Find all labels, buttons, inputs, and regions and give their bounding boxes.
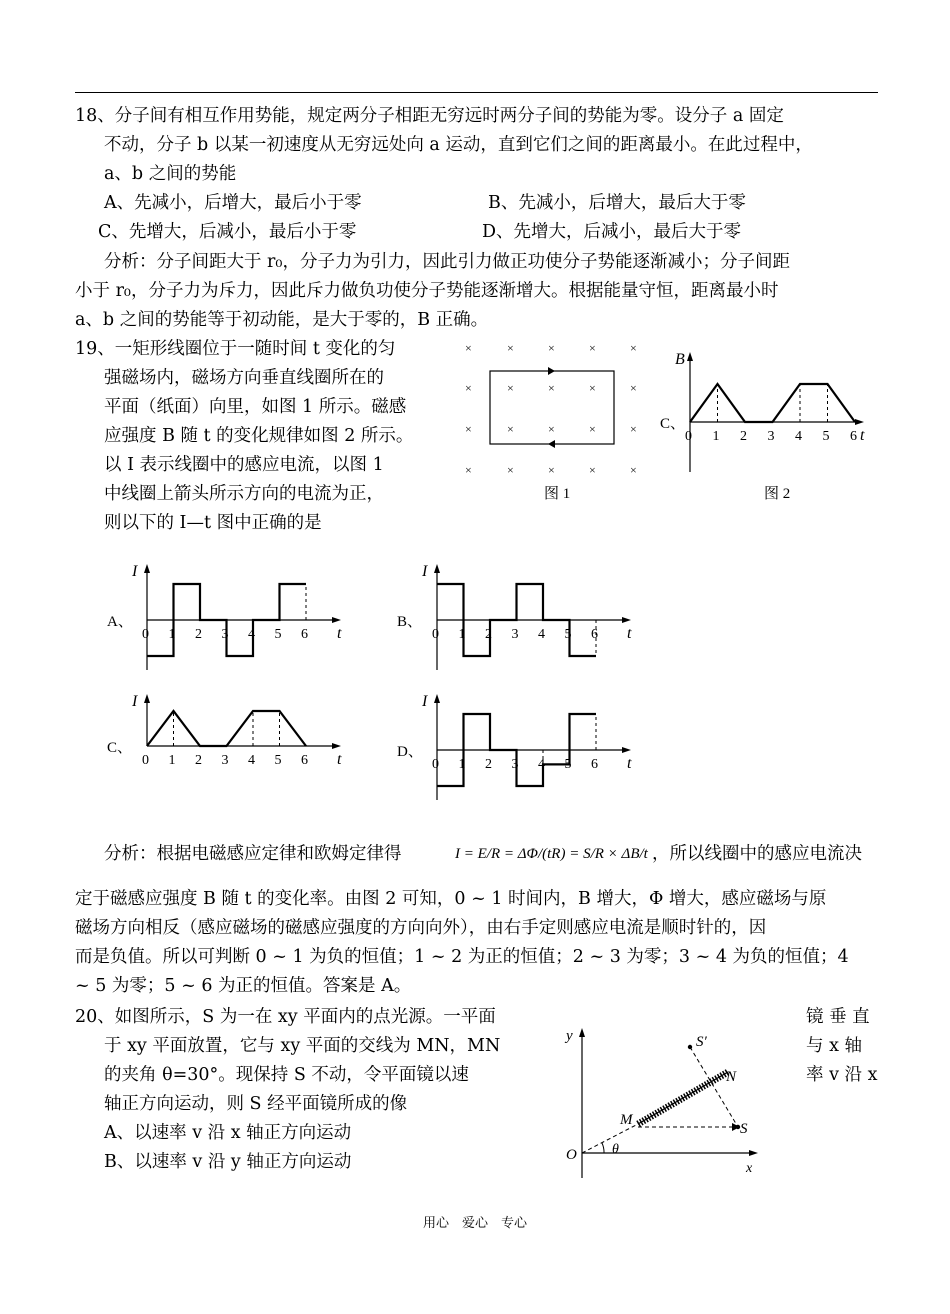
image-point-s-prime (688, 1045, 692, 1049)
tick-label-6: 6 (301, 627, 308, 642)
svg-text:×: × (507, 341, 514, 355)
tick-label-4: 4 (248, 753, 255, 768)
theta-arc (602, 1143, 604, 1153)
tick-label-6: 6 (301, 753, 308, 768)
tick-label-0: 0 (432, 627, 439, 642)
time-axis-arrow-icon (622, 747, 631, 753)
vertical-axis-arrow-icon (144, 564, 150, 573)
s-label: S (740, 1121, 748, 1137)
svg-text:×: × (630, 463, 637, 477)
q18-option-d: D、先增大，后减小，最后大于零 (482, 222, 742, 242)
q19-analysis-line-5: ~ 5 为零；5 ~ 6 为正的恒值。答案是 A。 (75, 976, 412, 996)
svg-text:×: × (589, 422, 596, 436)
figure-2-b-t-graph (660, 340, 880, 510)
q20-stem-line-2: 于 xy 平面放置，它与 xy 平面的交线为 MN，MN (104, 1036, 501, 1056)
q20-stem-right-3: 率 v 沿 x (806, 1065, 878, 1085)
option-b-graph (395, 550, 645, 680)
q18-stem-line-2: 不动，分子 b 以某一初速度从无穷远处向 a 运动，直到它们之间的距离最小。在此过程中， (104, 135, 813, 155)
q18-analysis-line-3: a、b 之间的势能等于初动能，是大于零的，B 正确。 (75, 310, 489, 330)
time-axis-arrow-icon (332, 743, 341, 749)
svg-text:×: × (548, 381, 555, 395)
q19-stem-line-7: 则以下的 I—t 图中正确的是 (104, 513, 322, 533)
q20-option-b: B、以速率 v 沿 y 轴正方向运动 (104, 1152, 352, 1172)
tick-label-3: 3 (767, 429, 775, 444)
q18-option-a: A、先减小，后增大，最后小于零 (104, 193, 362, 213)
svg-text:×: × (589, 381, 596, 395)
svg-text:×: × (589, 341, 596, 355)
vertical-axis-arrow-icon (687, 352, 693, 361)
tick-label-6: 6 (591, 757, 598, 772)
q19-analysis-line-3: 磁场方向相反（感应磁场的磁感应强度的方向向外），由右手定则感应电流是顺时针的，因 (75, 918, 767, 938)
field-crosses (465, 341, 637, 477)
page-footer: 用心 爱心 专心 (422, 1216, 527, 1231)
m-label: M (620, 1112, 633, 1128)
q20-option-a: A、以速率 v 沿 x 轴正方向运动 (104, 1123, 352, 1143)
time-axis-arrow-icon (622, 617, 631, 623)
q18-option-c: C、先增大，后减小，最后小于零 (98, 222, 357, 242)
svg-text:×: × (548, 341, 555, 355)
option-d-graph (395, 680, 645, 810)
time-axis-label: t (627, 625, 632, 642)
svg-text:×: × (548, 422, 555, 436)
svg-text:×: × (507, 381, 514, 395)
tick-label-1: 1 (168, 753, 176, 768)
tick-label-2: 2 (740, 429, 747, 444)
q19-stem-line-6: 中线圈上箭头所示方向的电流为正， (104, 484, 384, 504)
tick-label-1: 1 (712, 429, 720, 444)
s-prime-label: S′ (696, 1034, 707, 1050)
figure-1-caption: 图 1 (544, 486, 571, 502)
q20-stem-line-4: 轴正方向运动，则 S 经平面镜所成的像 (104, 1094, 408, 1114)
vertical-axis-arrow-icon (434, 564, 440, 573)
q20-stem-right-1: 镜 垂 直 (806, 1007, 870, 1027)
q19-stem-line-4: 应强度 B 随 t 的变化规律如图 2 所示。 (104, 426, 414, 446)
tick-label-6: 6 (591, 627, 598, 642)
tick-label-0: 0 (142, 753, 149, 768)
tick-label-5: 5 (274, 753, 282, 768)
tick-label-6: 6 (850, 429, 857, 444)
vertical-axis-label: I (132, 563, 138, 580)
y-axis-label: y (566, 1028, 573, 1044)
vertical-axis-arrow-icon (144, 694, 150, 703)
vertical-axis-arrow-icon (434, 694, 440, 703)
option-a-graph (105, 550, 355, 680)
tick-label-5: 5 (822, 429, 830, 444)
svg-text:×: × (630, 381, 637, 395)
svg-text:×: × (507, 422, 514, 436)
tick-label-4: 4 (538, 757, 545, 772)
q20-mirror-diagram (560, 1020, 775, 1195)
option-label: C、 (107, 740, 133, 756)
q18-stem-line-3: a、b 之间的势能 (104, 164, 237, 184)
theta-label: θ (612, 1142, 619, 1157)
svg-text:×: × (465, 422, 472, 436)
coil-arrow-bottom-icon (548, 440, 555, 448)
m-to-s-arrow-icon (732, 1123, 740, 1131)
tick-label-0: 0 (142, 627, 149, 642)
q20-stem-line-1: 20、如图所示，S 为一在 xy 平面内的点光源。一平面 (75, 1007, 496, 1027)
svg-text:×: × (630, 422, 637, 436)
tick-label-1: 1 (168, 627, 176, 642)
figure-2-caption: 图 2 (764, 486, 791, 502)
tick-label-4: 4 (538, 627, 545, 642)
q19-stem-line-5: 以 I 表示线圈中的感应电流，以图 1 (104, 455, 384, 475)
time-axis-label: t (627, 755, 632, 772)
q19-analysis-tail: ，所以线圈中的感应电流决 (652, 844, 862, 864)
data-series-line (690, 384, 855, 422)
svg-text:×: × (465, 463, 472, 477)
figure-1-coil-diagram (455, 335, 655, 510)
svg-text:×: × (465, 341, 472, 355)
option-c-graph (105, 680, 355, 810)
tick-label-5: 5 (564, 757, 572, 772)
option-label: A、 (107, 614, 133, 630)
time-axis-arrow-icon (332, 617, 341, 623)
x-axis-label: x (746, 1161, 753, 1176)
q18-analysis-line-2: 小于 r₀，分子力为斥力，因此斥力做负功使分子势能逐渐增大。根据能量守恒，距离最小时 (75, 281, 779, 301)
tick-label-2: 2 (485, 757, 492, 772)
option-label: B、 (397, 614, 423, 630)
time-axis-arrow-icon (855, 419, 864, 425)
tick-label-3: 3 (511, 757, 519, 772)
svg-text:×: × (548, 463, 555, 477)
coil-arrow-top-icon (548, 367, 555, 375)
q20-stem-line-3: 的夹角 θ=30°。现保持 S 不动，令平面镜以速 (104, 1065, 469, 1085)
option-label: C、 (660, 416, 686, 432)
q19-stem-line-1: 19、一矩形线圈位于一随时间 t 变化的匀 (75, 339, 396, 359)
q19-stem-line-2: 强磁场内，磁场方向垂直线圈所在的 (104, 368, 384, 388)
q20-stem-right-2: 与 x 轴 (806, 1036, 862, 1056)
tick-label-4: 4 (795, 429, 802, 444)
q19-analysis-intro: 分析：根据电磁感应定律和欧姆定律得 (104, 844, 402, 864)
data-series-line (147, 711, 306, 746)
tick-label-5: 5 (274, 627, 282, 642)
svg-text:×: × (630, 341, 637, 355)
x-axis-arrow-icon (749, 1150, 758, 1156)
y-axis-arrow-icon (579, 1028, 585, 1037)
q19-formula: I = E/R = ΔΦ/(tR) = S/R × ΔB/t (455, 846, 648, 862)
tick-label-1: 1 (458, 627, 466, 642)
q19-stem-line-3: 平面（纸面）向里，如图 1 所示。磁感 (104, 397, 407, 417)
svg-text:×: × (589, 463, 596, 477)
tick-label-3: 3 (511, 627, 519, 642)
q19-analysis-line-2: 定于磁感应强度 B 随 t 的变化率。由图 2 可知，0 ~ 1 时间内，B 增大，Φ 增大，感应磁场与原 (75, 889, 827, 909)
q18-analysis-line-1: 分析：分子间距大于 r₀，分子力为引力，因此引力做正功使分子势能逐渐减小；分子间距 (104, 252, 790, 272)
vertical-axis-label: I (132, 693, 138, 710)
tick-label-2: 2 (485, 627, 492, 642)
q18-stem-line-1: 18、分子间有相互作用势能，规定两分子相距无穷远时两分子间的势能为零。设分子 a 固定 (75, 106, 784, 126)
origin-label: O (566, 1147, 577, 1163)
tick-label-0: 0 (685, 429, 692, 444)
tick-label-5: 5 (564, 627, 572, 642)
tick-label-2: 2 (195, 627, 202, 642)
q19-analysis-line-4: 而是负值。所以可判断 0 ~ 1 为负的恒值；1 ~ 2 为正的恒值；2 ~ 3 为零；3 ~ 4 为负的恒值；4 (75, 947, 849, 967)
time-axis-label: t (337, 751, 342, 768)
vertical-axis-label: B (675, 351, 685, 368)
mirror-extension-line (582, 1124, 638, 1153)
top-rule (75, 92, 878, 93)
tick-label-1: 1 (458, 757, 466, 772)
tick-label-0: 0 (432, 757, 439, 772)
tick-label-3: 3 (221, 753, 229, 768)
option-label: D、 (397, 744, 423, 760)
vertical-axis-label: I (422, 563, 428, 580)
svg-text:×: × (465, 381, 472, 395)
n-label: N (726, 1069, 737, 1085)
tick-label-4: 4 (248, 627, 255, 642)
tick-label-2: 2 (195, 753, 202, 768)
vertical-axis-label: I (422, 693, 428, 710)
tick-label-3: 3 (221, 627, 229, 642)
time-axis-label: t (860, 427, 865, 444)
q18-option-b: B、先减小，后增大，最后大于零 (488, 193, 746, 213)
time-axis-label: t (337, 625, 342, 642)
svg-text:×: × (507, 463, 514, 477)
